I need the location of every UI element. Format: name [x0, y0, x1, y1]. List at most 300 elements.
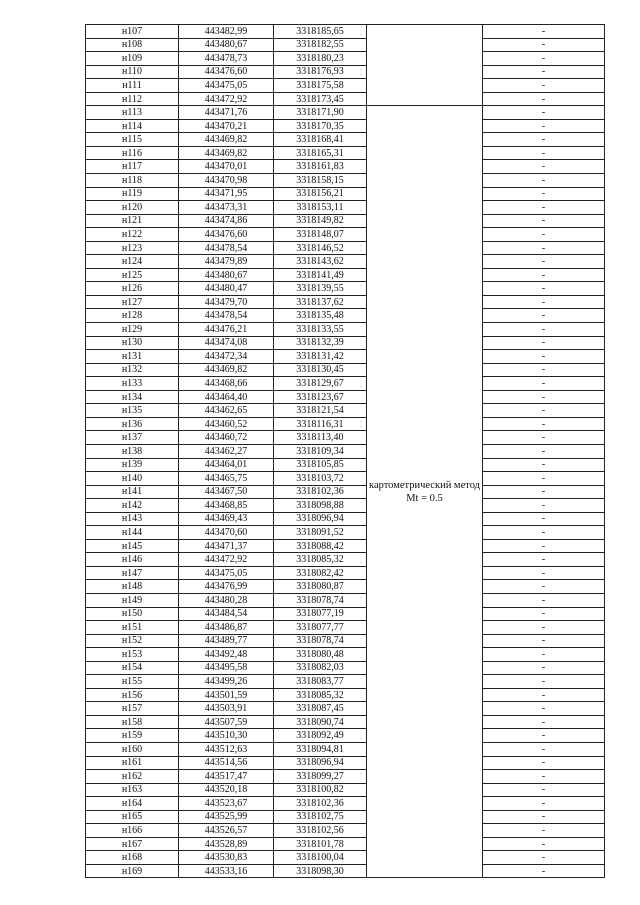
x-coordinate-cell: 443517,47	[179, 770, 274, 784]
table-row	[86, 444, 605, 458]
table-row	[86, 309, 605, 323]
table-row	[86, 390, 605, 404]
point-number-cell: н167	[86, 837, 179, 851]
point-number-cell: н134	[86, 390, 179, 404]
accuracy-dash-cell: -	[483, 499, 605, 513]
table-row	[86, 621, 605, 635]
table-row	[86, 756, 605, 770]
point-number-cell: н121	[86, 214, 179, 228]
point-number-cell: н110	[86, 65, 179, 79]
y-coordinate-cell: 3318085,32	[274, 553, 367, 567]
y-coordinate-cell: 3318100,82	[274, 783, 367, 797]
accuracy-dash-cell: -	[483, 79, 605, 93]
y-coordinate-cell: 3318113,40	[274, 431, 367, 445]
x-coordinate-cell: 443465,75	[179, 472, 274, 486]
point-number-cell: н124	[86, 255, 179, 269]
y-coordinate-cell: 3318132,39	[274, 336, 367, 350]
x-coordinate-cell: 443475,05	[179, 566, 274, 580]
x-coordinate-cell: 443492,48	[179, 648, 274, 662]
y-coordinate-cell: 3318078,74	[274, 593, 367, 607]
accuracy-dash-cell: -	[483, 187, 605, 201]
table-row	[86, 783, 605, 797]
x-coordinate-cell: 443473,31	[179, 201, 274, 215]
table-row	[86, 417, 605, 431]
y-coordinate-cell: 3318094,81	[274, 742, 367, 756]
accuracy-dash-cell: -	[483, 201, 605, 215]
point-number-cell: н140	[86, 472, 179, 486]
table-row	[86, 742, 605, 756]
point-number-cell: н157	[86, 702, 179, 716]
point-number-cell: н148	[86, 580, 179, 594]
table-row	[86, 79, 605, 93]
accuracy-dash-cell: -	[483, 864, 605, 878]
y-coordinate-cell: 3318102,36	[274, 485, 367, 499]
x-coordinate-cell: 443503,91	[179, 702, 274, 716]
point-number-cell: н168	[86, 851, 179, 865]
y-coordinate-cell: 3318182,55	[274, 38, 367, 52]
table-row	[86, 295, 605, 309]
y-coordinate-cell: 3318080,48	[274, 648, 367, 662]
y-coordinate-cell: 3318139,55	[274, 282, 367, 296]
table-row	[86, 661, 605, 675]
y-coordinate-cell: 3318087,45	[274, 702, 367, 716]
accuracy-dash-cell: -	[483, 282, 605, 296]
x-coordinate-cell: 443520,18	[179, 783, 274, 797]
table-row	[86, 837, 605, 851]
accuracy-dash-cell: -	[483, 160, 605, 174]
accuracy-dash-cell: -	[483, 566, 605, 580]
x-coordinate-cell: 443484,54	[179, 607, 274, 621]
point-number-cell: н119	[86, 187, 179, 201]
x-coordinate-cell: 443475,05	[179, 79, 274, 93]
point-number-cell: н109	[86, 52, 179, 66]
accuracy-dash-cell: -	[483, 688, 605, 702]
point-number-cell: н125	[86, 268, 179, 282]
point-number-cell: н160	[86, 742, 179, 756]
accuracy-dash-cell: -	[483, 810, 605, 824]
y-coordinate-cell: 3318085,32	[274, 688, 367, 702]
point-number-cell: н115	[86, 133, 179, 147]
y-coordinate-cell: 3318168,41	[274, 133, 367, 147]
y-coordinate-cell: 3318102,56	[274, 824, 367, 838]
accuracy-dash-cell: -	[483, 25, 605, 39]
x-coordinate-cell: 443479,70	[179, 295, 274, 309]
point-number-cell: н154	[86, 661, 179, 675]
x-coordinate-cell: 443469,43	[179, 512, 274, 526]
point-number-cell: н113	[86, 106, 179, 120]
point-number-cell: н142	[86, 499, 179, 513]
point-number-cell: н108	[86, 38, 179, 52]
y-coordinate-cell: 3318185,65	[274, 25, 367, 39]
x-coordinate-cell: 443470,21	[179, 119, 274, 133]
point-number-cell: н133	[86, 377, 179, 391]
x-coordinate-cell: 443512,63	[179, 742, 274, 756]
table-row	[86, 350, 605, 364]
accuracy-dash-cell: -	[483, 38, 605, 52]
table-row	[86, 688, 605, 702]
table-row	[86, 634, 605, 648]
table-row	[86, 770, 605, 784]
accuracy-dash-cell: -	[483, 715, 605, 729]
y-coordinate-cell: 3318171,90	[274, 106, 367, 120]
x-coordinate-cell: 443479,89	[179, 255, 274, 269]
y-coordinate-cell: 3318088,42	[274, 539, 367, 553]
x-coordinate-cell: 443469,82	[179, 133, 274, 147]
x-coordinate-cell: 443472,92	[179, 92, 274, 106]
point-number-cell: н158	[86, 715, 179, 729]
x-coordinate-cell: 443464,40	[179, 390, 274, 404]
accuracy-dash-cell: -	[483, 756, 605, 770]
table-row	[86, 553, 605, 567]
table-row	[86, 485, 605, 499]
x-coordinate-cell: 443468,66	[179, 377, 274, 391]
table-row	[86, 92, 605, 106]
point-number-cell: н144	[86, 526, 179, 540]
accuracy-dash-cell: -	[483, 214, 605, 228]
accuracy-dash-cell: -	[483, 241, 605, 255]
y-coordinate-cell: 3318102,75	[274, 810, 367, 824]
y-coordinate-cell: 3318083,77	[274, 675, 367, 689]
y-coordinate-cell: 3318123,67	[274, 390, 367, 404]
accuracy-dash-cell: -	[483, 607, 605, 621]
accuracy-dash-cell: -	[483, 390, 605, 404]
point-number-cell: н107	[86, 25, 179, 39]
table-row	[86, 65, 605, 79]
accuracy-dash-cell: -	[483, 837, 605, 851]
table-row	[86, 201, 605, 215]
table-row	[86, 810, 605, 824]
x-coordinate-cell: 443471,76	[179, 106, 274, 120]
accuracy-dash-cell: -	[483, 146, 605, 160]
y-coordinate-cell: 3318101,78	[274, 837, 367, 851]
y-coordinate-cell: 3318082,03	[274, 661, 367, 675]
table-row	[86, 526, 605, 540]
accuracy-dash-cell: -	[483, 593, 605, 607]
accuracy-dash-cell: -	[483, 580, 605, 594]
y-coordinate-cell: 3318077,77	[274, 621, 367, 635]
table-row	[86, 458, 605, 472]
accuracy-dash-cell: -	[483, 309, 605, 323]
accuracy-dash-cell: -	[483, 52, 605, 66]
x-coordinate-cell: 443472,34	[179, 350, 274, 364]
x-coordinate-cell: 443476,60	[179, 65, 274, 79]
table-row	[86, 241, 605, 255]
table-row	[86, 472, 605, 486]
y-coordinate-cell: 3318098,88	[274, 499, 367, 513]
table-row	[86, 228, 605, 242]
table-row	[86, 146, 605, 160]
point-number-cell: н163	[86, 783, 179, 797]
x-coordinate-cell: 443507,59	[179, 715, 274, 729]
x-coordinate-cell: 443474,08	[179, 336, 274, 350]
table-row	[86, 607, 605, 621]
table-row	[86, 119, 605, 133]
y-coordinate-cell: 3318102,36	[274, 797, 367, 811]
x-coordinate-cell: 443530,83	[179, 851, 274, 865]
accuracy-dash-cell: -	[483, 472, 605, 486]
accuracy-dash-cell: -	[483, 661, 605, 675]
y-coordinate-cell: 3318116,31	[274, 417, 367, 431]
table-row	[86, 268, 605, 282]
point-number-cell: н166	[86, 824, 179, 838]
x-coordinate-cell: 443462,65	[179, 404, 274, 418]
accuracy-dash-cell: -	[483, 851, 605, 865]
accuracy-dash-cell: -	[483, 431, 605, 445]
point-number-cell: н159	[86, 729, 179, 743]
y-coordinate-cell: 3318148,07	[274, 228, 367, 242]
accuracy-dash-cell: -	[483, 539, 605, 553]
x-coordinate-cell: 443486,87	[179, 621, 274, 635]
table-row	[86, 336, 605, 350]
point-number-cell: н128	[86, 309, 179, 323]
accuracy-dash-cell: -	[483, 92, 605, 106]
point-number-cell: н111	[86, 79, 179, 93]
table-row	[86, 133, 605, 147]
point-number-cell: н120	[86, 201, 179, 215]
point-number-cell: н116	[86, 146, 179, 160]
y-coordinate-cell: 3318109,34	[274, 444, 367, 458]
x-coordinate-cell: 443523,67	[179, 797, 274, 811]
accuracy-dash-cell: -	[483, 106, 605, 120]
table-row	[86, 323, 605, 337]
accuracy-dash-cell: -	[483, 404, 605, 418]
y-coordinate-cell: 3318141,49	[274, 268, 367, 282]
point-number-cell: н131	[86, 350, 179, 364]
accuracy-dash-cell: -	[483, 742, 605, 756]
point-number-cell: н114	[86, 119, 179, 133]
accuracy-dash-cell: -	[483, 458, 605, 472]
x-coordinate-cell: 443470,60	[179, 526, 274, 540]
table-row	[86, 675, 605, 689]
accuracy-dash-cell: -	[483, 783, 605, 797]
x-coordinate-cell: 443469,82	[179, 363, 274, 377]
point-number-cell: н141	[86, 485, 179, 499]
y-coordinate-cell: 3318175,58	[274, 79, 367, 93]
method-cell: картометрический метод Mt = 0.5	[367, 106, 483, 878]
x-coordinate-cell: 443470,01	[179, 160, 274, 174]
accuracy-dash-cell: -	[483, 350, 605, 364]
table-row	[86, 282, 605, 296]
x-coordinate-cell: 443478,73	[179, 52, 274, 66]
x-coordinate-cell: 443480,67	[179, 38, 274, 52]
x-coordinate-cell: 443501,59	[179, 688, 274, 702]
x-coordinate-cell: 443526,57	[179, 824, 274, 838]
table-row	[86, 729, 605, 743]
y-coordinate-cell: 3318105,85	[274, 458, 367, 472]
accuracy-dash-cell: -	[483, 553, 605, 567]
x-coordinate-cell: 443469,82	[179, 146, 274, 160]
point-number-cell: н126	[86, 282, 179, 296]
y-coordinate-cell: 3318170,35	[274, 119, 367, 133]
x-coordinate-cell: 443480,28	[179, 593, 274, 607]
table-row	[86, 106, 605, 120]
x-coordinate-cell: 443476,99	[179, 580, 274, 594]
y-coordinate-cell: 3318098,30	[274, 864, 367, 878]
accuracy-dash-cell: -	[483, 363, 605, 377]
point-number-cell: н152	[86, 634, 179, 648]
x-coordinate-cell: 443476,21	[179, 323, 274, 337]
y-coordinate-cell: 3318099,27	[274, 770, 367, 784]
y-coordinate-cell: 3318077,19	[274, 607, 367, 621]
y-coordinate-cell: 3318090,74	[274, 715, 367, 729]
x-coordinate-cell: 443478,54	[179, 241, 274, 255]
accuracy-dash-cell: -	[483, 797, 605, 811]
table-row	[86, 38, 605, 52]
point-number-cell: н150	[86, 607, 179, 621]
y-coordinate-cell: 3318096,94	[274, 756, 367, 770]
y-coordinate-cell: 3318133,55	[274, 323, 367, 337]
point-number-cell: н149	[86, 593, 179, 607]
x-coordinate-cell: 443489,77	[179, 634, 274, 648]
x-coordinate-cell: 443476,60	[179, 228, 274, 242]
table-row	[86, 187, 605, 201]
table-row	[86, 214, 605, 228]
accuracy-dash-cell: -	[483, 702, 605, 716]
table-row	[86, 566, 605, 580]
x-coordinate-cell: 443495,58	[179, 661, 274, 675]
accuracy-dash-cell: -	[483, 255, 605, 269]
table-row	[86, 715, 605, 729]
point-number-cell: н155	[86, 675, 179, 689]
table-row	[86, 593, 605, 607]
point-number-cell: н162	[86, 770, 179, 784]
x-coordinate-cell: 443482,99	[179, 25, 274, 39]
x-coordinate-cell: 443462,27	[179, 444, 274, 458]
y-coordinate-cell: 3318096,94	[274, 512, 367, 526]
table-row	[86, 25, 605, 39]
x-coordinate-cell: 443480,67	[179, 268, 274, 282]
y-coordinate-cell: 3318082,42	[274, 566, 367, 580]
point-number-cell: н130	[86, 336, 179, 350]
table-row	[86, 702, 605, 716]
x-coordinate-cell: 443474,86	[179, 214, 274, 228]
coordinates-table-body	[86, 25, 605, 878]
point-number-cell: н129	[86, 323, 179, 337]
accuracy-dash-cell: -	[483, 526, 605, 540]
point-number-cell: н153	[86, 648, 179, 662]
accuracy-dash-cell: -	[483, 824, 605, 838]
point-number-cell: н146	[86, 553, 179, 567]
point-number-cell: н117	[86, 160, 179, 174]
table-row	[86, 797, 605, 811]
accuracy-dash-cell: -	[483, 770, 605, 784]
accuracy-dash-cell: -	[483, 512, 605, 526]
point-number-cell: н143	[86, 512, 179, 526]
point-number-cell: н122	[86, 228, 179, 242]
coordinates-table-container	[85, 24, 605, 878]
accuracy-dash-cell: -	[483, 485, 605, 499]
y-coordinate-cell: 3318131,42	[274, 350, 367, 364]
x-coordinate-cell: 443470,98	[179, 174, 274, 188]
accuracy-dash-cell: -	[483, 444, 605, 458]
y-coordinate-cell: 3318165,31	[274, 146, 367, 160]
y-coordinate-cell: 3318078,74	[274, 634, 367, 648]
x-coordinate-cell: 443464,01	[179, 458, 274, 472]
table-row	[86, 160, 605, 174]
point-number-cell: н164	[86, 797, 179, 811]
point-number-cell: н137	[86, 431, 179, 445]
table-row	[86, 431, 605, 445]
accuracy-dash-cell: -	[483, 268, 605, 282]
y-coordinate-cell: 3318103,72	[274, 472, 367, 486]
point-number-cell: н135	[86, 404, 179, 418]
x-coordinate-cell: 443525,99	[179, 810, 274, 824]
accuracy-dash-cell: -	[483, 729, 605, 743]
y-coordinate-cell: 3318135,48	[274, 309, 367, 323]
accuracy-dash-cell: -	[483, 417, 605, 431]
table-row	[86, 363, 605, 377]
point-number-cell: н147	[86, 566, 179, 580]
method-cell-empty	[367, 25, 483, 106]
accuracy-dash-cell: -	[483, 634, 605, 648]
accuracy-dash-cell: -	[483, 336, 605, 350]
y-coordinate-cell: 3318149,82	[274, 214, 367, 228]
accuracy-dash-cell: -	[483, 295, 605, 309]
y-coordinate-cell: 3318121,54	[274, 404, 367, 418]
y-coordinate-cell: 3318176,93	[274, 65, 367, 79]
y-coordinate-cell: 3318173,45	[274, 92, 367, 106]
point-number-cell: н161	[86, 756, 179, 770]
point-number-cell: н145	[86, 539, 179, 553]
x-coordinate-cell: 443514,56	[179, 756, 274, 770]
y-coordinate-cell: 3318156,21	[274, 187, 367, 201]
x-coordinate-cell: 443528,89	[179, 837, 274, 851]
accuracy-dash-cell: -	[483, 675, 605, 689]
table-row	[86, 255, 605, 269]
accuracy-dash-cell: -	[483, 621, 605, 635]
y-coordinate-cell: 3318130,45	[274, 363, 367, 377]
y-coordinate-cell: 3318080,87	[274, 580, 367, 594]
point-number-cell: н112	[86, 92, 179, 106]
x-coordinate-cell: 443480,47	[179, 282, 274, 296]
point-number-cell: н118	[86, 174, 179, 188]
accuracy-dash-cell: -	[483, 323, 605, 337]
table-row	[86, 174, 605, 188]
accuracy-dash-cell: -	[483, 119, 605, 133]
table-row	[86, 539, 605, 553]
accuracy-dash-cell: -	[483, 174, 605, 188]
point-number-cell: н151	[86, 621, 179, 635]
table-row	[86, 851, 605, 865]
accuracy-dash-cell: -	[483, 648, 605, 662]
point-number-cell: н165	[86, 810, 179, 824]
point-number-cell: н132	[86, 363, 179, 377]
table-row	[86, 580, 605, 594]
x-coordinate-cell: 443472,92	[179, 553, 274, 567]
point-number-cell: н169	[86, 864, 179, 878]
x-coordinate-cell: 443499,26	[179, 675, 274, 689]
x-coordinate-cell: 443478,54	[179, 309, 274, 323]
y-coordinate-cell: 3318161,83	[274, 160, 367, 174]
y-coordinate-cell: 3318092,49	[274, 729, 367, 743]
table-row	[86, 499, 605, 513]
y-coordinate-cell: 3318143,62	[274, 255, 367, 269]
point-number-cell: н136	[86, 417, 179, 431]
table-row	[86, 824, 605, 838]
x-coordinate-cell: 443468,85	[179, 499, 274, 513]
x-coordinate-cell: 443471,37	[179, 539, 274, 553]
y-coordinate-cell: 3318158,15	[274, 174, 367, 188]
table-row	[86, 404, 605, 418]
point-number-cell: н156	[86, 688, 179, 702]
accuracy-dash-cell: -	[483, 228, 605, 242]
coordinates-table	[85, 24, 605, 878]
y-coordinate-cell: 3318180,23	[274, 52, 367, 66]
point-number-cell: н139	[86, 458, 179, 472]
table-row	[86, 648, 605, 662]
accuracy-dash-cell: -	[483, 377, 605, 391]
point-number-cell: н138	[86, 444, 179, 458]
